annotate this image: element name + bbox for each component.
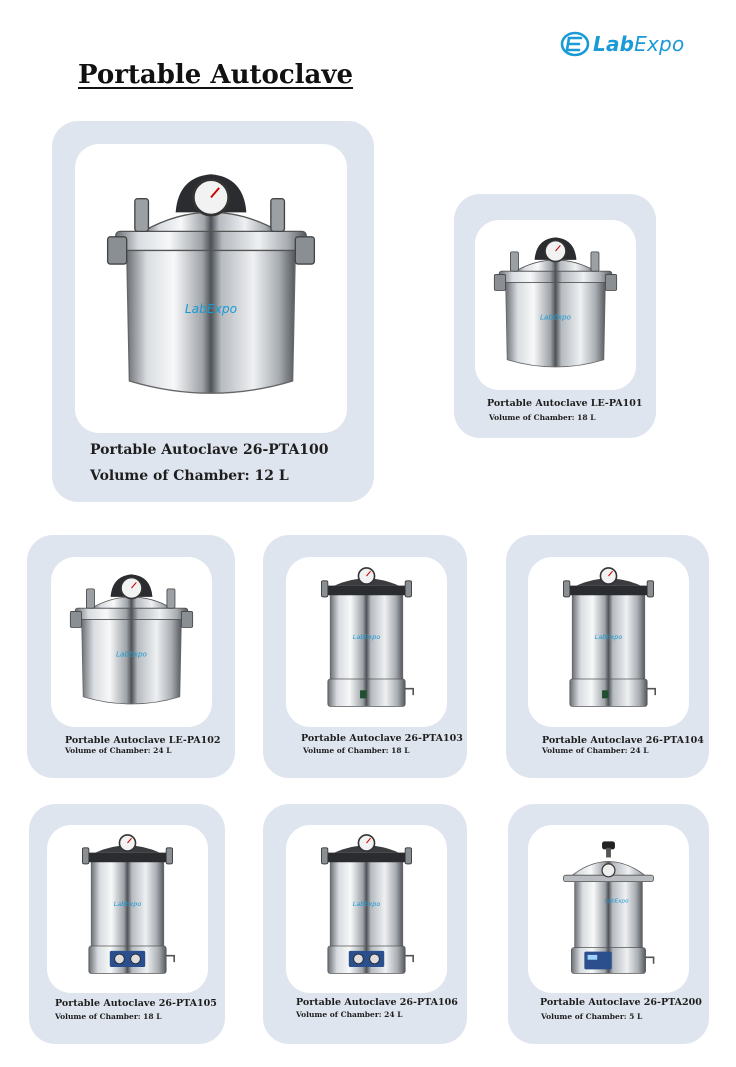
product-photo: [47, 825, 208, 993]
autoclave-illustration: [528, 557, 689, 727]
autoclave-illustration: [47, 825, 208, 993]
product-volume: Volume of Chamber: 18 L: [489, 413, 596, 422]
product-photo: [286, 557, 447, 727]
svg-text:LabExpo: LabExpo: [116, 649, 147, 659]
autoclave-illustration: [286, 825, 447, 993]
svg-text:LabExpo: LabExpo: [113, 899, 142, 908]
autoclave-illustration: [475, 220, 636, 390]
product-photo: [528, 825, 689, 993]
autoclave-illustration: [51, 557, 212, 727]
svg-text:LabExpo: LabExpo: [184, 301, 238, 316]
svg-text:LabExpo: LabExpo: [352, 632, 381, 641]
product-volume: Volume of Chamber: 18 L: [303, 746, 410, 755]
product-photo: [51, 557, 212, 727]
product-name: Portable Autoclave 26-PTA103: [301, 733, 463, 744]
svg-text:LabExpo: LabExpo: [540, 312, 571, 322]
product-name: Portable Autoclave 26-PTA105: [55, 998, 217, 1009]
product-photo: [528, 557, 689, 727]
brand-logo: [560, 30, 684, 58]
product-name: Portable Autoclave 26-PTA100: [90, 442, 329, 458]
product-volume: Volume of Chamber: 24 L: [542, 746, 649, 755]
brand-e-icon: [560, 30, 590, 58]
product-name: Portable Autoclave 26-PTA104: [542, 735, 704, 746]
autoclave-illustration: [528, 825, 689, 993]
product-name: Portable Autoclave LE-PA102: [65, 735, 221, 746]
product-volume: Volume of Chamber: 18 L: [55, 1012, 162, 1021]
brand-name: LabExpo: [593, 32, 685, 56]
svg-text:LabExpo: LabExpo: [352, 899, 381, 908]
product-photo: [75, 144, 347, 433]
product-name: Portable Autoclave LE-PA101: [487, 398, 643, 409]
product-photo: [475, 220, 636, 390]
svg-text:LabExpo: LabExpo: [604, 898, 629, 905]
autoclave-illustration: [286, 557, 447, 727]
product-volume: Volume of Chamber: 24 L: [296, 1010, 403, 1019]
product-name: Portable Autoclave 26-PTA106: [296, 997, 458, 1008]
product-volume: Volume of Chamber: 12 L: [90, 468, 289, 484]
product-photo: [286, 825, 447, 993]
page-title: Portable Autoclave: [78, 60, 354, 90]
product-volume: Volume of Chamber: 5 L: [541, 1012, 643, 1021]
svg-text:LabExpo: LabExpo: [594, 632, 623, 641]
product-volume: Volume of Chamber: 24 L: [65, 746, 172, 755]
autoclave-illustration: [75, 144, 347, 433]
product-name: Portable Autoclave 26-PTA200: [540, 997, 702, 1008]
